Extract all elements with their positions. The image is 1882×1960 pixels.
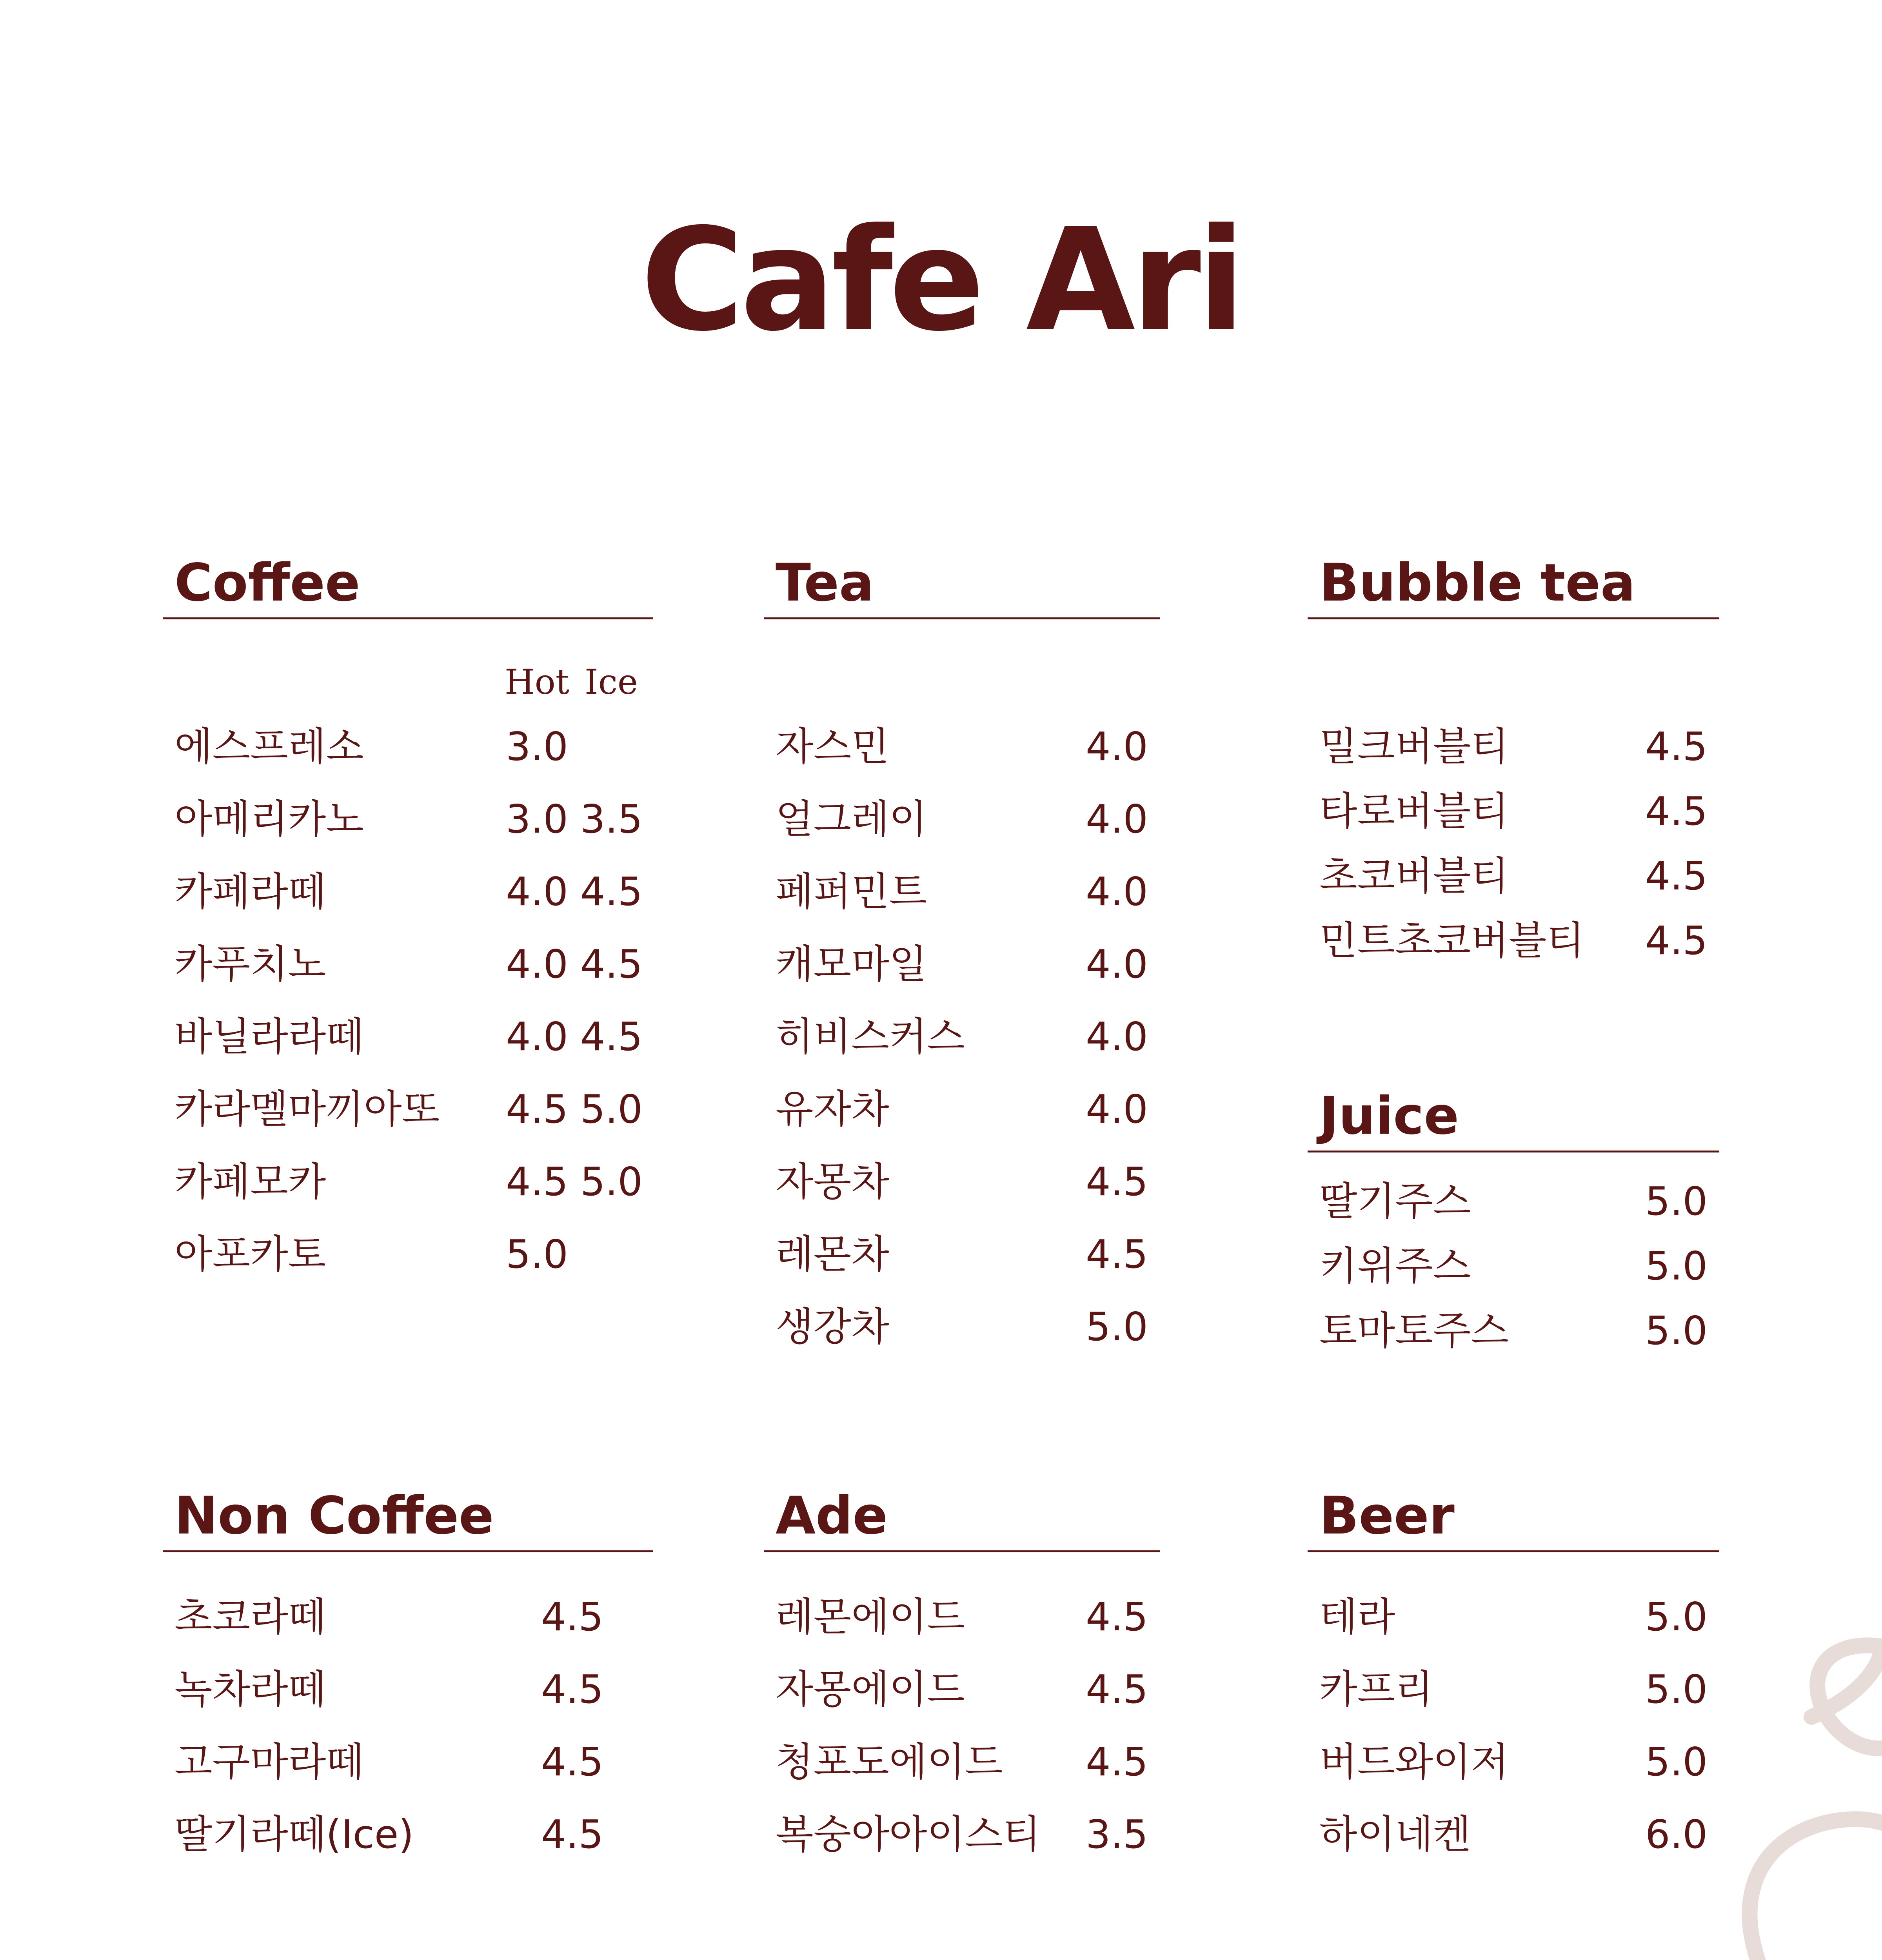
item-price: 4.5 — [1085, 1159, 1148, 1205]
item-price: 5.0 — [1645, 1243, 1708, 1289]
item-price: 5.0 — [1085, 1304, 1148, 1350]
item-price: 5.0 — [1645, 1178, 1708, 1224]
item-price-hot: 4.5 — [506, 1159, 569, 1205]
menu-item — [1308, 847, 1719, 906]
menu-item — [764, 1805, 1160, 1864]
item-price: 4.5 — [541, 1811, 604, 1857]
menu-item — [764, 1007, 1160, 1066]
item-name: 생강차 — [776, 1304, 889, 1350]
menu-item — [163, 1805, 653, 1864]
item-price-hot: 3.0 — [506, 724, 569, 769]
section-title: Non Coffee — [174, 1486, 494, 1546]
item-name: 키위주스 — [1319, 1243, 1471, 1289]
section-header — [1308, 1486, 1719, 1552]
menu-item — [764, 1225, 1160, 1284]
item-price-hot: 5.0 — [506, 1231, 569, 1277]
item-price: 4.5 — [1645, 853, 1708, 899]
menu-item — [163, 790, 653, 849]
item-price: 4.5 — [541, 1594, 604, 1640]
item-name: 복숭아아이스티 — [776, 1811, 1041, 1857]
menu-item — [764, 1660, 1160, 1719]
menu-item — [1308, 1588, 1719, 1646]
item-price: 4.5 — [1085, 1739, 1148, 1785]
item-price-ice: 3.5 — [580, 796, 643, 842]
item-price: 3.5 — [1085, 1811, 1148, 1857]
section-divider — [1308, 617, 1719, 619]
menu-item — [1308, 1301, 1719, 1360]
menu-item — [163, 1660, 653, 1719]
section-beer — [1308, 1486, 1719, 1857]
item-price: 4.5 — [1085, 1666, 1148, 1712]
item-price-hot: 4.0 — [506, 1014, 569, 1060]
item-name: 레몬차 — [776, 1231, 889, 1277]
section-divider — [163, 1550, 653, 1552]
section-header — [764, 553, 1160, 619]
item-price-hot: 3.0 — [506, 796, 569, 842]
section-header — [1308, 1086, 1719, 1152]
item-name: 자몽에이드 — [776, 1666, 965, 1712]
section-header — [1308, 553, 1719, 619]
item-price: 4.0 — [1085, 724, 1148, 769]
menu-item — [163, 1152, 653, 1211]
item-price: 4.5 — [541, 1666, 604, 1712]
menu-item — [1308, 782, 1719, 841]
item-price-ice: 5.0 — [580, 1159, 643, 1205]
item-name: 초코라떼 — [174, 1594, 326, 1640]
item-price: 4.0 — [1085, 869, 1148, 915]
menu-item — [1308, 1660, 1719, 1719]
menu-item — [764, 1080, 1160, 1139]
item-name: 카푸치노 — [174, 941, 326, 987]
section-title: Juice — [1319, 1086, 1459, 1146]
menu-item — [764, 1588, 1160, 1646]
item-name: 민트초코버블티 — [1319, 918, 1585, 964]
item-price-ice: 4.5 — [580, 941, 643, 987]
item-price: 4.5 — [1645, 724, 1708, 769]
item-price: 4.5 — [1645, 788, 1708, 834]
item-name: 아메리카노 — [174, 796, 364, 842]
menu-item — [764, 790, 1160, 849]
item-name: 얼그레이 — [776, 796, 927, 842]
section-ade — [764, 1486, 1160, 1857]
item-price-ice: 4.5 — [580, 1014, 643, 1060]
section-non-coffee — [163, 1486, 653, 1857]
item-name: 밀크버블티 — [1319, 724, 1509, 769]
item-price-hot: 4.5 — [506, 1086, 569, 1132]
section-title: Coffee — [174, 553, 360, 613]
item-name: 자몽차 — [776, 1159, 889, 1205]
item-price: 4.5 — [1085, 1594, 1148, 1640]
menu-item — [1308, 1733, 1719, 1791]
menu-item — [764, 1152, 1160, 1211]
section-divider — [1308, 1151, 1719, 1152]
item-name: 캐모마일 — [776, 941, 927, 987]
menu-item — [163, 862, 653, 921]
section-bubble-tea — [1308, 553, 1719, 964]
menu-item — [764, 1298, 1160, 1356]
item-price: 4.5 — [1645, 918, 1708, 964]
item-price-hot: 4.0 — [506, 941, 569, 987]
item-price: 4.5 — [1085, 1231, 1148, 1277]
item-name: 아포카토 — [174, 1231, 326, 1277]
item-name: 카라멜마끼아또 — [174, 1086, 440, 1132]
section-juice — [1308, 1086, 1719, 1354]
section-title: Bubble tea — [1319, 553, 1635, 613]
section-divider — [764, 617, 1160, 619]
section-coffee — [163, 553, 653, 1277]
menu-item — [1308, 1237, 1719, 1296]
item-name: 카페라떼 — [174, 869, 326, 915]
item-price: 5.0 — [1645, 1666, 1708, 1712]
section-title: Tea — [776, 553, 874, 613]
item-name: 토마토주스 — [1319, 1308, 1509, 1354]
item-name: 딸기라떼(Ice) — [174, 1811, 414, 1857]
item-name: 페퍼민트 — [776, 869, 927, 915]
item-name: 청포도에이드 — [776, 1739, 1003, 1785]
item-name: 유자차 — [776, 1086, 889, 1132]
menu-item — [163, 1588, 653, 1646]
item-price-hot: 4.0 — [506, 869, 569, 915]
menu-item — [764, 717, 1160, 776]
item-price: 5.0 — [1645, 1739, 1708, 1785]
item-price: 5.0 — [1645, 1594, 1708, 1640]
item-name: 카프리 — [1319, 1666, 1433, 1712]
section-divider — [163, 617, 653, 619]
item-name: 레몬에이드 — [776, 1594, 965, 1640]
section-title: Ade — [776, 1486, 888, 1546]
section-header — [163, 1486, 653, 1552]
menu-item — [1308, 1805, 1719, 1864]
section-divider — [764, 1550, 1160, 1552]
section-title: Beer — [1319, 1486, 1455, 1546]
column-header-ice: Ice — [585, 662, 638, 702]
item-name: 테라 — [1319, 1594, 1395, 1640]
menu-item — [764, 935, 1160, 994]
section-tea — [764, 553, 1160, 1350]
menu-item — [1308, 911, 1719, 970]
section-divider — [1308, 1550, 1719, 1552]
menu-item — [1308, 1172, 1719, 1231]
menu-item — [163, 1225, 653, 1284]
section-header — [764, 1486, 1160, 1552]
item-name: 카페모카 — [174, 1159, 326, 1205]
item-price: 4.0 — [1085, 1086, 1148, 1132]
menu-item — [163, 1733, 653, 1791]
column-header-hot: Hot — [505, 662, 570, 702]
item-price-ice: 5.0 — [580, 1086, 643, 1132]
item-price: 6.0 — [1645, 1811, 1708, 1857]
item-price: 4.5 — [541, 1739, 604, 1785]
menu-item — [163, 935, 653, 994]
item-name: 바닐라라떼 — [174, 1014, 364, 1060]
item-name: 고구마라떼 — [174, 1739, 364, 1785]
item-name: 초코버블티 — [1319, 853, 1509, 899]
item-name: 에스프레소 — [174, 724, 364, 769]
item-name: 하이네켄 — [1319, 1811, 1471, 1857]
item-name: 녹차라떼 — [174, 1666, 326, 1712]
item-price: 4.0 — [1085, 796, 1148, 842]
item-name: 버드와이저 — [1319, 1739, 1509, 1785]
cafe-title: Cafe Ari — [640, 198, 1242, 362]
menu-item — [1308, 717, 1719, 776]
menu-item — [764, 862, 1160, 921]
item-name: 히비스커스 — [776, 1014, 965, 1060]
item-price: 4.0 — [1085, 1014, 1148, 1060]
menu-item — [163, 717, 653, 776]
item-price: 5.0 — [1645, 1308, 1708, 1354]
item-price: 4.0 — [1085, 941, 1148, 987]
item-name: 자스민 — [776, 724, 889, 769]
menu-item — [764, 1733, 1160, 1791]
item-price-ice: 4.5 — [580, 869, 643, 915]
item-name: 딸기주스 — [1319, 1178, 1471, 1224]
menu-item — [163, 1007, 653, 1066]
menu-item — [163, 1080, 653, 1139]
section-header — [163, 553, 653, 619]
item-name: 타로버블티 — [1319, 788, 1509, 834]
